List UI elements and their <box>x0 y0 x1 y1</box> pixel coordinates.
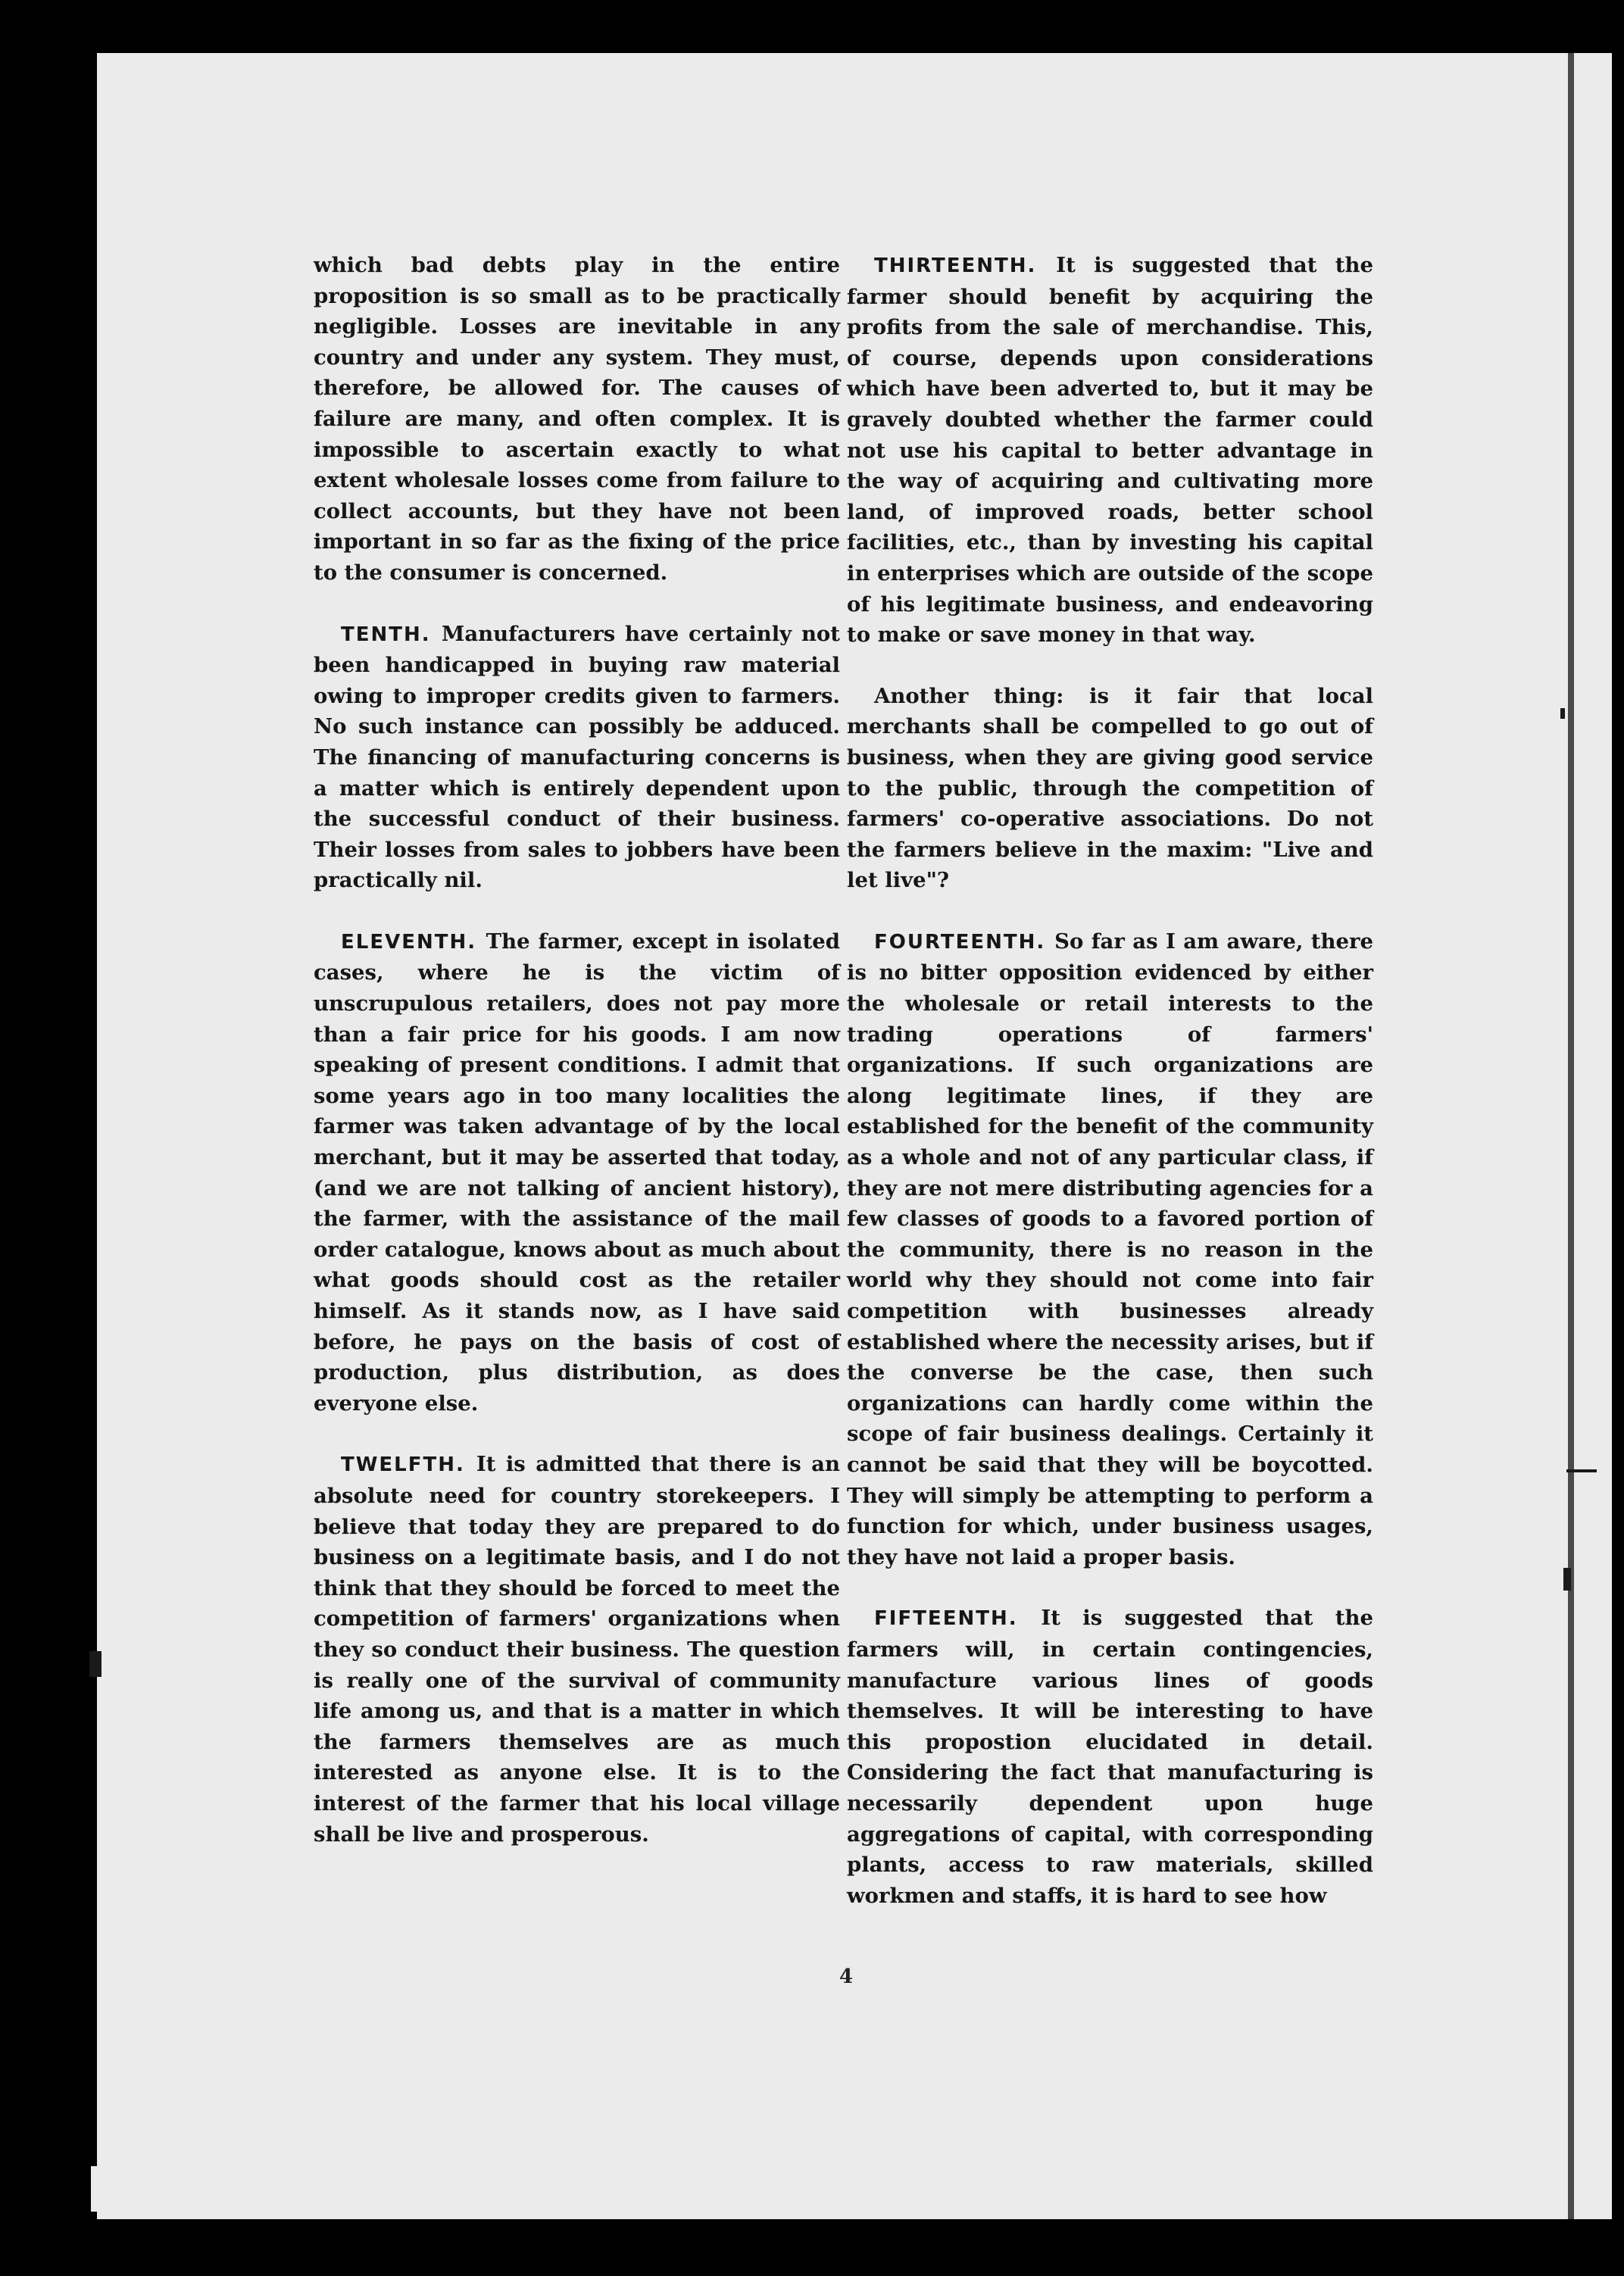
paragraph-text: It is suggested that the farmer should benefit by acquiring the profits from the sale of merchandise. This, of course, depends upon considerations which have been adverted to, but it may be gravely doubted whether the farmer could not use his capital to better advantage in the way of acquiring and cultivating more land, of improved roads, better school facilities, etc., than by investing his capital in enterprises which are outside of the scope of his legitimate business, and endeavoring to make or save money in that way. <box>847 253 1373 648</box>
edge-mark <box>89 1651 102 1677</box>
paragraph <box>847 681 1373 896</box>
paragraph-text: The farmer, except in isolated cases, where he is the victim of unscrupulous retailers, does not pay more than a fair price for his goods. I am now speaking of present conditions. I admit that some years ago in too many localities the farmer was taken advantage of by the local merchant, but it may be asserted that today, (and we are not talking of ancient history), the farmer, with the assistance of the mail order catalogue, knows about as much about what goods should cost as the retailer himself. As it stands now, as I have said before, he pays on the basis of cost of production, plus distribution, as does everyone else. <box>314 929 840 1416</box>
paragraph-text: Manufacturers have certainly not been handicapped in buying raw material owing to improper credits given to farmers. No such instance can possibly be adduced. The financing of manufacturing concerns is a matter which is entirely dependent upon the successful conduct of their business. Their losses from sales to jobbers have been practically nil. <box>314 621 840 893</box>
paragraph-fifteenth <box>847 1603 1373 1911</box>
paragraph-text: It is suggested that the farmers will, in certain contingencies, manufacture various lines of goods themselves. It will be interesting to have this propostion elucidated in detail. Considering the fact that manufacturing is necessarily dependent upon huge aggregations of capital, with corresponding plants, access to raw materials, skilled workmen and staffs, it is hard to see how <box>847 1606 1373 1908</box>
paragraph-text: which bad debts play in the entire proposition is so small as to be practically negligible. Losses are inevitable in any country and under any system. They must, therefore, be allowed for. The causes of failure are many, and often complex. It is impossible to ascertain exactly to what extent wholesale losses come from failure to collect accounts, but they have not been important in so far as the fixing of the price to the consumer is concerned. <box>314 253 840 585</box>
paragraph-text: It is admitted that there is an absolute need for country storekeepers. I believe that today they are prepared to do business on a legitimate basis, and I do not think that they should be forced to meet the competition of farmers' organizations when they so conduct their business. The question is really one of the survival of community life among us, and that is a matter in which the farmers themselves are as much interested as anyone else. It is to the interest of the farmer that his local village shall be live and prosperous. <box>314 1452 840 1847</box>
paragraph-twelfth <box>314 1449 840 1850</box>
section-heading: TENTH. <box>341 623 442 646</box>
edge-mark <box>1563 1568 1571 1591</box>
section-heading: FIFTEENTH. <box>874 1607 1042 1631</box>
edge-mark <box>1560 708 1565 719</box>
paragraph-text: So far as I am aware, there is no bitter opposition evidenced by either the wholesale or retail interests to the trading operations of farmers' organizations. If such organizations are along legitimate lines, if they are established for the benefit of the community as a whole and not of any particular class, if they are not mere distributing agencies for a few classes of goods to a favored portion of the community, there is no reason in the world why they should not come into fair competition with businesses already established where the necessity arises, but if the converse be the case, then such organizations can hardly come within the scope of fair business dealings. Certainly it cannot be said that they will be boycotted. They will simply be attempting to perform a function for which, under business usages, they have not laid a proper basis. <box>847 929 1373 1569</box>
paragraph-thirteenth <box>847 250 1373 651</box>
paragraph-eleventh <box>314 926 840 1419</box>
section-heading: TWELFTH. <box>341 1453 476 1477</box>
edge-mark <box>91 2166 114 2212</box>
edge-mark <box>1566 1469 1597 1472</box>
page-edge-shadow <box>1568 53 1574 2219</box>
paragraph-text: Another thing: is it fair that local merchants shall be compelled to go out of business, when they are giving good service to the public, through the competition of farmers' co-operative associations. Do not the farmers believe in the maxim: "Live and let live"? <box>847 683 1373 893</box>
paragraph-fourteenth <box>847 926 1373 1572</box>
paragraph <box>314 250 840 589</box>
page-number: 4 <box>839 1965 854 1988</box>
left-column <box>314 250 840 1880</box>
paragraph-tenth <box>314 619 840 896</box>
right-column <box>847 250 1373 1941</box>
section-heading: ELEVENTH. <box>341 930 486 954</box>
section-heading: THIRTEENTH. <box>874 254 1057 277</box>
section-heading: FOURTEENTH. <box>874 930 1055 954</box>
